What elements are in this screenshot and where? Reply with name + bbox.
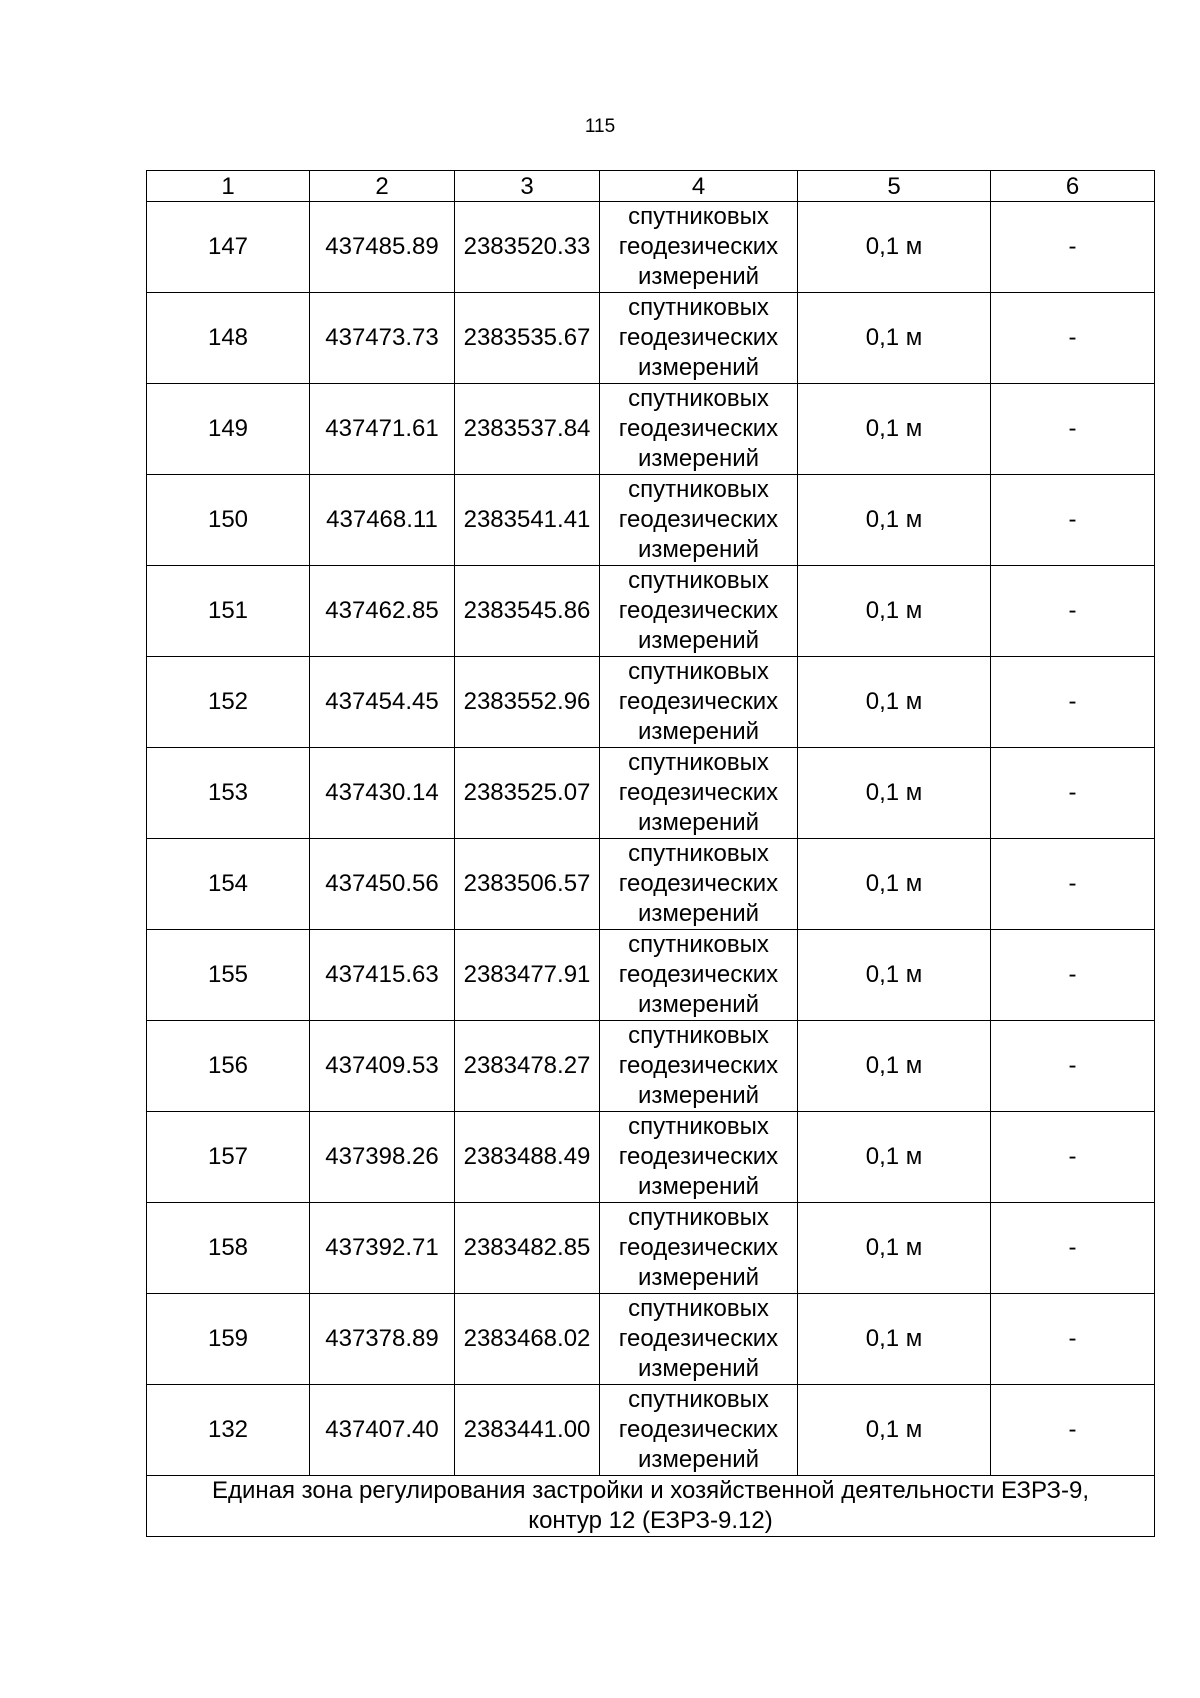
accuracy-cell: 0,1 м bbox=[798, 1294, 991, 1385]
note-cell: - bbox=[991, 293, 1155, 384]
method-line: спутниковых bbox=[628, 1204, 769, 1231]
note-cell: - bbox=[991, 202, 1155, 293]
point-number-cell: 153 bbox=[147, 748, 310, 839]
column-number: 6 bbox=[991, 171, 1155, 202]
table-row bbox=[147, 1385, 1155, 1476]
x-coordinate-cell: 437468.11 bbox=[310, 475, 455, 566]
table-row bbox=[147, 657, 1155, 748]
method-line: геодезических bbox=[618, 1234, 779, 1261]
method-line: геодезических bbox=[618, 324, 779, 351]
note-cell: - bbox=[991, 1112, 1155, 1203]
method-cell bbox=[600, 930, 798, 1021]
y-coordinate-cell: 2383525.07 bbox=[455, 748, 600, 839]
x-coordinate-cell: 437471.61 bbox=[310, 384, 455, 475]
table-row bbox=[147, 839, 1155, 930]
x-coordinate-cell: 437454.45 bbox=[310, 657, 455, 748]
note-cell: - bbox=[991, 1294, 1155, 1385]
method-line: измерений bbox=[637, 354, 760, 381]
point-number-cell: 151 bbox=[147, 566, 310, 657]
table-row bbox=[147, 1294, 1155, 1385]
method-line: измерений bbox=[637, 991, 760, 1018]
method-cell bbox=[600, 475, 798, 566]
page-number: 115 bbox=[584, 116, 616, 137]
zone-caption bbox=[147, 1476, 1155, 1537]
method-line: геодезических bbox=[618, 233, 779, 260]
method-line: геодезических bbox=[618, 1052, 779, 1079]
method-line: измерений bbox=[637, 445, 760, 472]
note-cell: - bbox=[991, 930, 1155, 1021]
column-number: 5 bbox=[798, 171, 991, 202]
y-coordinate-cell: 2383441.00 bbox=[455, 1385, 600, 1476]
accuracy-cell: 0,1 м bbox=[798, 1385, 991, 1476]
point-number-cell: 155 bbox=[147, 930, 310, 1021]
table-row bbox=[147, 293, 1155, 384]
note-cell: - bbox=[991, 566, 1155, 657]
method-line: измерений bbox=[637, 1355, 760, 1382]
point-number-cell: 156 bbox=[147, 1021, 310, 1112]
column-number: 3 bbox=[455, 171, 600, 202]
table-row bbox=[147, 1021, 1155, 1112]
note-cell: - bbox=[991, 1385, 1155, 1476]
accuracy-cell: 0,1 м bbox=[798, 1112, 991, 1203]
method-cell bbox=[600, 1021, 798, 1112]
note-cell: - bbox=[991, 1021, 1155, 1112]
accuracy-cell: 0,1 м bbox=[798, 566, 991, 657]
y-coordinate-cell: 2383545.86 bbox=[455, 566, 600, 657]
x-coordinate-cell: 437398.26 bbox=[310, 1112, 455, 1203]
point-number-cell: 148 bbox=[147, 293, 310, 384]
note-cell: - bbox=[991, 1203, 1155, 1294]
method-line: спутниковых bbox=[628, 203, 769, 230]
point-number-cell: 154 bbox=[147, 839, 310, 930]
x-coordinate-cell: 437473.73 bbox=[310, 293, 455, 384]
y-coordinate-cell: 2383478.27 bbox=[455, 1021, 600, 1112]
accuracy-cell: 0,1 м bbox=[798, 384, 991, 475]
method-line: спутниковых bbox=[628, 294, 769, 321]
method-line: геодезических bbox=[618, 961, 779, 988]
note-cell: - bbox=[991, 839, 1155, 930]
x-coordinate-cell: 437392.71 bbox=[310, 1203, 455, 1294]
method-line: спутниковых bbox=[628, 385, 769, 412]
method-cell bbox=[600, 1112, 798, 1203]
point-number-cell: 152 bbox=[147, 657, 310, 748]
method-line: геодезических bbox=[618, 415, 779, 442]
table-row bbox=[147, 566, 1155, 657]
accuracy-cell: 0,1 м bbox=[798, 1021, 991, 1112]
method-line: измерений bbox=[637, 627, 760, 654]
zone-caption-line: контур 12 (ЕЗРЗ-9.12) bbox=[528, 1507, 773, 1534]
accuracy-cell: 0,1 м bbox=[798, 1203, 991, 1294]
method-line: спутниковых bbox=[628, 1295, 769, 1322]
method-line: измерений bbox=[637, 718, 760, 745]
table-row bbox=[147, 202, 1155, 293]
method-line: геодезических bbox=[618, 870, 779, 897]
accuracy-cell: 0,1 м bbox=[798, 293, 991, 384]
table-row bbox=[147, 1112, 1155, 1203]
method-line: спутниковых bbox=[628, 658, 769, 685]
method-cell bbox=[600, 1203, 798, 1294]
column-number: 4 bbox=[600, 171, 798, 202]
method-line: спутниковых bbox=[628, 931, 769, 958]
zone-caption-row bbox=[147, 1476, 1155, 1537]
method-line: геодезических bbox=[618, 1416, 779, 1443]
zone-caption-line: Единая зона регулирования застройки и хозяйственной деятельности ЕЗРЗ-9, bbox=[211, 1477, 1090, 1504]
method-line: измерений bbox=[637, 536, 760, 563]
method-line: геодезических bbox=[618, 688, 779, 715]
y-coordinate-cell: 2383477.91 bbox=[455, 930, 600, 1021]
method-cell bbox=[600, 384, 798, 475]
method-cell bbox=[600, 748, 798, 839]
x-coordinate-cell: 437407.40 bbox=[310, 1385, 455, 1476]
accuracy-cell: 0,1 м bbox=[798, 839, 991, 930]
point-number-cell: 147 bbox=[147, 202, 310, 293]
note-cell: - bbox=[991, 475, 1155, 566]
table-row bbox=[147, 475, 1155, 566]
accuracy-cell: 0,1 м bbox=[798, 475, 991, 566]
y-coordinate-cell: 2383537.84 bbox=[455, 384, 600, 475]
method-cell bbox=[600, 839, 798, 930]
y-coordinate-cell: 2383541.41 bbox=[455, 475, 600, 566]
note-cell: - bbox=[991, 384, 1155, 475]
method-cell bbox=[600, 1294, 798, 1385]
method-line: спутниковых bbox=[628, 1022, 769, 1049]
y-coordinate-cell: 2383535.67 bbox=[455, 293, 600, 384]
method-line: измерений bbox=[637, 263, 760, 290]
method-line: геодезических bbox=[618, 1325, 779, 1352]
note-cell: - bbox=[991, 748, 1155, 839]
accuracy-cell: 0,1 м bbox=[798, 930, 991, 1021]
accuracy-cell: 0,1 м bbox=[798, 748, 991, 839]
x-coordinate-cell: 437462.85 bbox=[310, 566, 455, 657]
accuracy-cell: 0,1 м bbox=[798, 657, 991, 748]
x-coordinate-cell: 437450.56 bbox=[310, 839, 455, 930]
column-number-row bbox=[147, 171, 1155, 202]
method-cell bbox=[600, 1385, 798, 1476]
method-line: измерений bbox=[637, 1264, 760, 1291]
method-line: измерений bbox=[637, 900, 760, 927]
point-number-cell: 159 bbox=[147, 1294, 310, 1385]
method-line: спутниковых bbox=[628, 1386, 769, 1413]
method-line: измерений bbox=[637, 809, 760, 836]
x-coordinate-cell: 437415.63 bbox=[310, 930, 455, 1021]
note-cell: - bbox=[991, 657, 1155, 748]
y-coordinate-cell: 2383520.33 bbox=[455, 202, 600, 293]
method-line: спутниковых bbox=[628, 749, 769, 776]
accuracy-cell: 0,1 м bbox=[798, 202, 991, 293]
x-coordinate-cell: 437485.89 bbox=[310, 202, 455, 293]
y-coordinate-cell: 2383488.49 bbox=[455, 1112, 600, 1203]
y-coordinate-cell: 2383482.85 bbox=[455, 1203, 600, 1294]
point-number-cell: 149 bbox=[147, 384, 310, 475]
method-line: геодезических bbox=[618, 779, 779, 806]
point-number-cell: 158 bbox=[147, 1203, 310, 1294]
table-row bbox=[147, 1203, 1155, 1294]
table-row bbox=[147, 748, 1155, 839]
method-cell bbox=[600, 657, 798, 748]
method-line: измерений bbox=[637, 1082, 760, 1109]
method-line: геодезических bbox=[618, 597, 779, 624]
column-number: 1 bbox=[147, 171, 310, 202]
method-line: спутниковых bbox=[628, 567, 769, 594]
point-number-cell: 157 bbox=[147, 1112, 310, 1203]
y-coordinate-cell: 2383552.96 bbox=[455, 657, 600, 748]
x-coordinate-cell: 437409.53 bbox=[310, 1021, 455, 1112]
method-line: спутниковых bbox=[628, 1113, 769, 1140]
table-row bbox=[147, 384, 1155, 475]
method-cell bbox=[600, 293, 798, 384]
method-cell bbox=[600, 202, 798, 293]
method-line: измерений bbox=[637, 1446, 760, 1473]
method-cell bbox=[600, 566, 798, 657]
coordinates-table bbox=[146, 170, 1155, 1537]
method-line: измерений bbox=[637, 1173, 760, 1200]
point-number-cell: 132 bbox=[147, 1385, 310, 1476]
method-line: спутниковых bbox=[628, 840, 769, 867]
point-number-cell: 150 bbox=[147, 475, 310, 566]
method-line: геодезических bbox=[618, 1143, 779, 1170]
x-coordinate-cell: 437378.89 bbox=[310, 1294, 455, 1385]
table-row bbox=[147, 930, 1155, 1021]
method-line: спутниковых bbox=[628, 476, 769, 503]
column-number: 2 bbox=[310, 171, 455, 202]
y-coordinate-cell: 2383468.02 bbox=[455, 1294, 600, 1385]
y-coordinate-cell: 2383506.57 bbox=[455, 839, 600, 930]
x-coordinate-cell: 437430.14 bbox=[310, 748, 455, 839]
method-line: геодезических bbox=[618, 506, 779, 533]
